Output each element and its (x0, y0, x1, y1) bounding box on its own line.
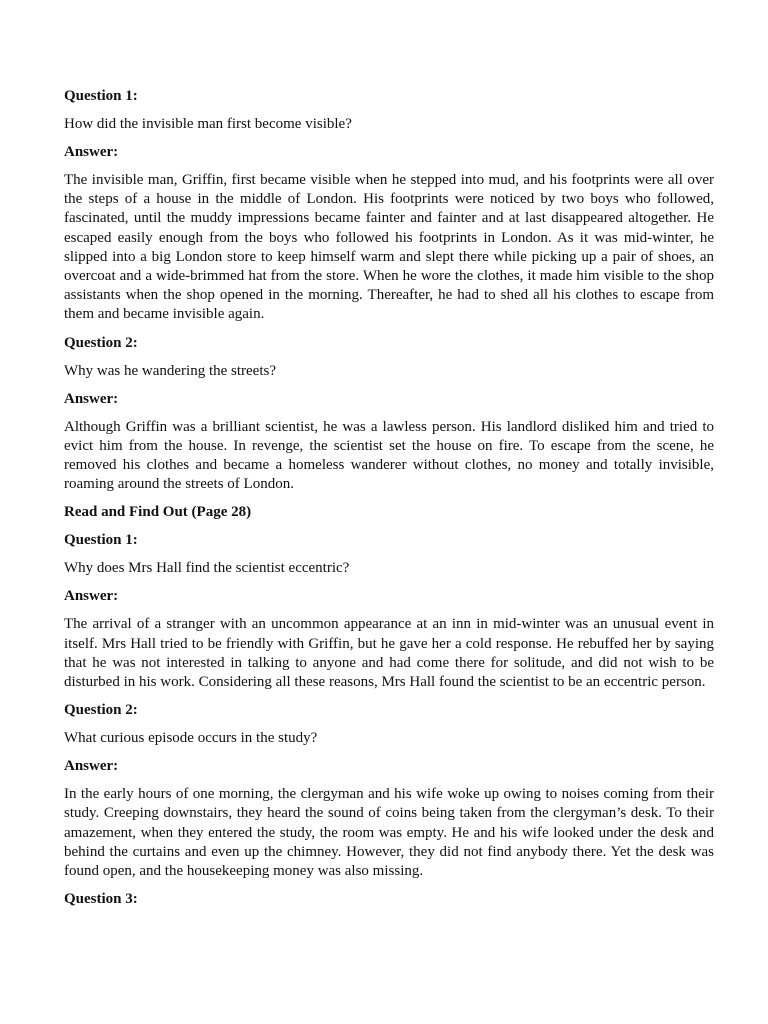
rfo-question-3-heading: Question 3: (64, 891, 138, 908)
rfo-question-2-heading: Question 2: (64, 702, 138, 719)
answer-1-text: The invisible man, Griffin, first became visible when he stepped into mud, and his footprints were all over the steps of a house in the middle of London. His footprints were noticed by two boys who followed, fascinated, until the muddy impressions became fainter and fainter and at last disappeared altogether. He escaped easily enough from the boys who followed his footprints in London. As it was mid-winter, he slipped into a big London store to keep himself warm and slept there while picking up a pair of shoes, an overcoat and a wide-brimmed hat from the store. When he wore the clothes, it made him visible to the shop assistants when the shop opened in the morning. Thereafter, he had to shed all his clothes to escape from them and became invisible again. (64, 172, 714, 323)
question-2-heading: Question 2: (64, 334, 138, 351)
answer-1-heading: Answer: (64, 144, 119, 160)
rfo-question-2-text: What curious episode occurs in the study? (64, 730, 318, 747)
answer-2-heading: Answer: (64, 390, 119, 407)
question-2-text: Why was he wandering the streets? (64, 362, 277, 379)
section-title: Read and Find Out (Page 28) (64, 504, 252, 521)
answer-2-text: Although Griffin was a brilliant scientist, he was a lawless person. His landlord disliked him and tried to evict him from the house. In revenge, the scientist set the house on fire. To escape from the scene, he removed his clothes and became a homeless wanderer without clothes, no money and totally invisible, roaming around the streets of London. (64, 418, 714, 493)
rfo-answer-1-heading: Answer: (64, 588, 119, 605)
rfo-question-1-heading: Question 1: (64, 532, 138, 549)
question-1-text: How did the invisible man first become visible? (64, 116, 352, 132)
document-page (64, 87, 714, 918)
rfo-answer-1-text: The arrival of a stranger with an uncommon appearance at an inn in mid-winter was an unusual event in itself. Mrs Hall tried to be friendly with Griffin, but he gave her a cold response. He rebuffed her by saying that he was not interested in talking to anyone and had come there for solitude, and did not wish to be disturbed in his work. Considering all these reasons, Mrs Hall found the scientist to be an eccentric person. (64, 616, 714, 691)
rfo-question-1-text: Why does Mrs Hall find the scientist eccentric? (64, 560, 350, 577)
question-1-heading: Question 1: (64, 88, 138, 104)
rfo-answer-2-heading: Answer: (64, 758, 119, 775)
rfo-answer-2-text: In the early hours of one morning, the clergyman and his wife woke up owing to noises coming from their study. Creeping downstairs, they heard the sound of coins being taken from the clergyman’s desk. To their amazement, when they entered the study, the room was empty. He and his wife looked under the desk and behind the curtains and even up the chimney. However, they did not find anybody there. Yet the desk was found open, and the housekeeping money was also missing. (64, 786, 714, 880)
